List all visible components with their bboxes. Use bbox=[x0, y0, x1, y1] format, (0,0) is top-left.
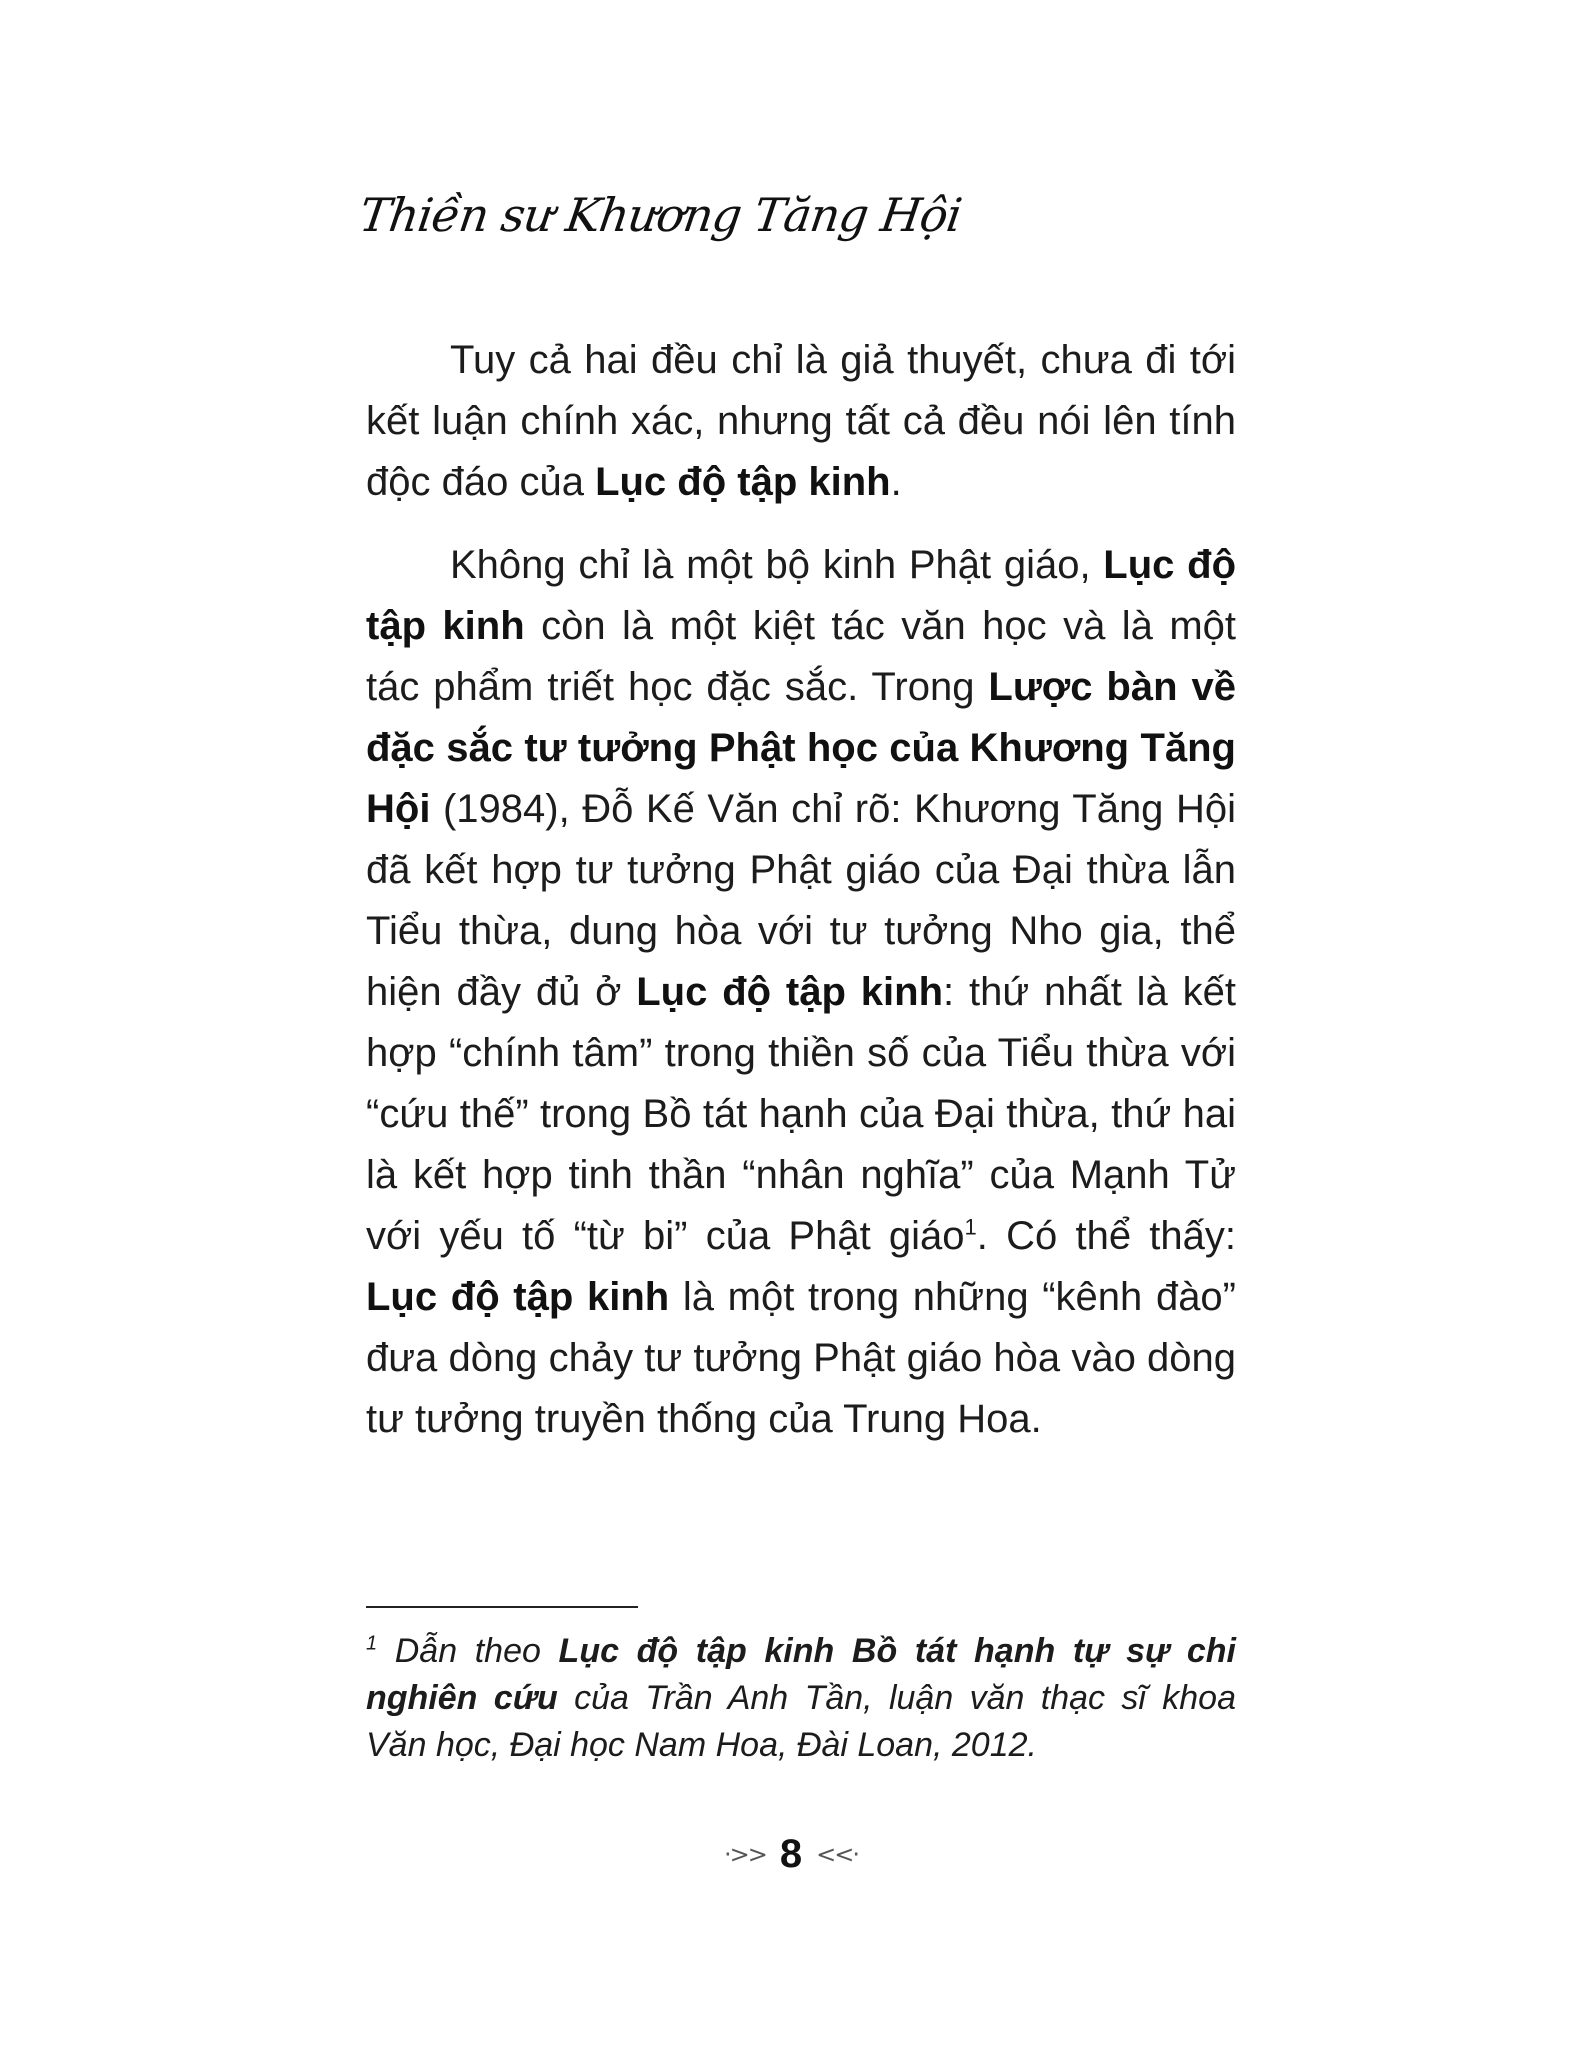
text-run: . bbox=[890, 460, 902, 504]
right-ornament-icon: <<· bbox=[816, 1840, 858, 1869]
text-run: (1984), Đỗ Kế Văn chỉ rõ: Khương Tăng Hội đã kết hợp tư tưởng Phật giáo của Đại thừa lẫn Tiểu thừa, dung hòa với tư tưởng Nho gia, thể hiện đầy đủ ở bbox=[366, 787, 1236, 1014]
book-title: Lục độ tập kinh bbox=[366, 1275, 670, 1319]
work-title: Lược bàn về đặc sắc tư tưởng Phật học của Khương Tăng Hội bbox=[366, 665, 1236, 831]
running-head: Thiền sư Khương Tăng Hội bbox=[356, 188, 965, 242]
footnote-marker: 1 bbox=[366, 1632, 378, 1655]
book-title: Lục độ tập kinh bbox=[366, 543, 1236, 648]
text-run: . Có thể thấy: bbox=[976, 1214, 1236, 1258]
book-title: Lục độ tập kinh bbox=[636, 970, 944, 1014]
paragraph bbox=[366, 330, 1236, 513]
footnote-divider bbox=[366, 1606, 638, 1608]
text-run: : thứ nhất là kết hợp “chính tâm” trong thiền số của Tiểu thừa với “cứu thế” trong Bồ tát hạnh của Đại thừa, thứ hai là kết hợp tinh thần “nhân nghĩa” của Mạnh Tử với yếu tố “từ bi” của Phật giáo bbox=[366, 970, 1237, 1258]
left-ornament-icon: ·>> bbox=[724, 1840, 766, 1869]
text-run: Dẫn theo bbox=[377, 1632, 559, 1670]
text-run: là một trong những “kênh đào” đưa dòng chảy tư tưởng Phật giáo hòa vào dòng tư tưởng truyền thống của Trung Hoa. bbox=[366, 1275, 1237, 1441]
paragraph bbox=[366, 535, 1236, 1450]
book-title: Lục độ tập kinh bbox=[595, 460, 891, 504]
text-run: còn là một kiệt tác văn học và là một tác phẩm triết học đặc sắc. Trong bbox=[366, 604, 1236, 709]
text-run: của Trần Anh Tần, luận văn thạc sĩ khoa Văn học, Đại học Nam Hoa, Đài Loan, 2012. bbox=[366, 1679, 1236, 1764]
body-text bbox=[366, 330, 1236, 1472]
footnote-reference[interactable]: 1 bbox=[964, 1214, 977, 1240]
text-run: Tuy cả hai đều chỉ là giả thuyết, chưa đi tới kết luận chính xác, nhưng tất cả đều nói lên tính độc đáo của bbox=[366, 338, 1236, 504]
page-number: 8 bbox=[779, 1832, 803, 1876]
text-run: Không chỉ là một bộ kinh Phật giáo, bbox=[450, 543, 1104, 587]
cited-work-title: Lục độ tập kinh Bồ tát hạnh tự sự chi nghiên cứu bbox=[366, 1632, 1236, 1717]
footnote bbox=[366, 1628, 1236, 1769]
page-number-footer bbox=[0, 1832, 1582, 1877]
